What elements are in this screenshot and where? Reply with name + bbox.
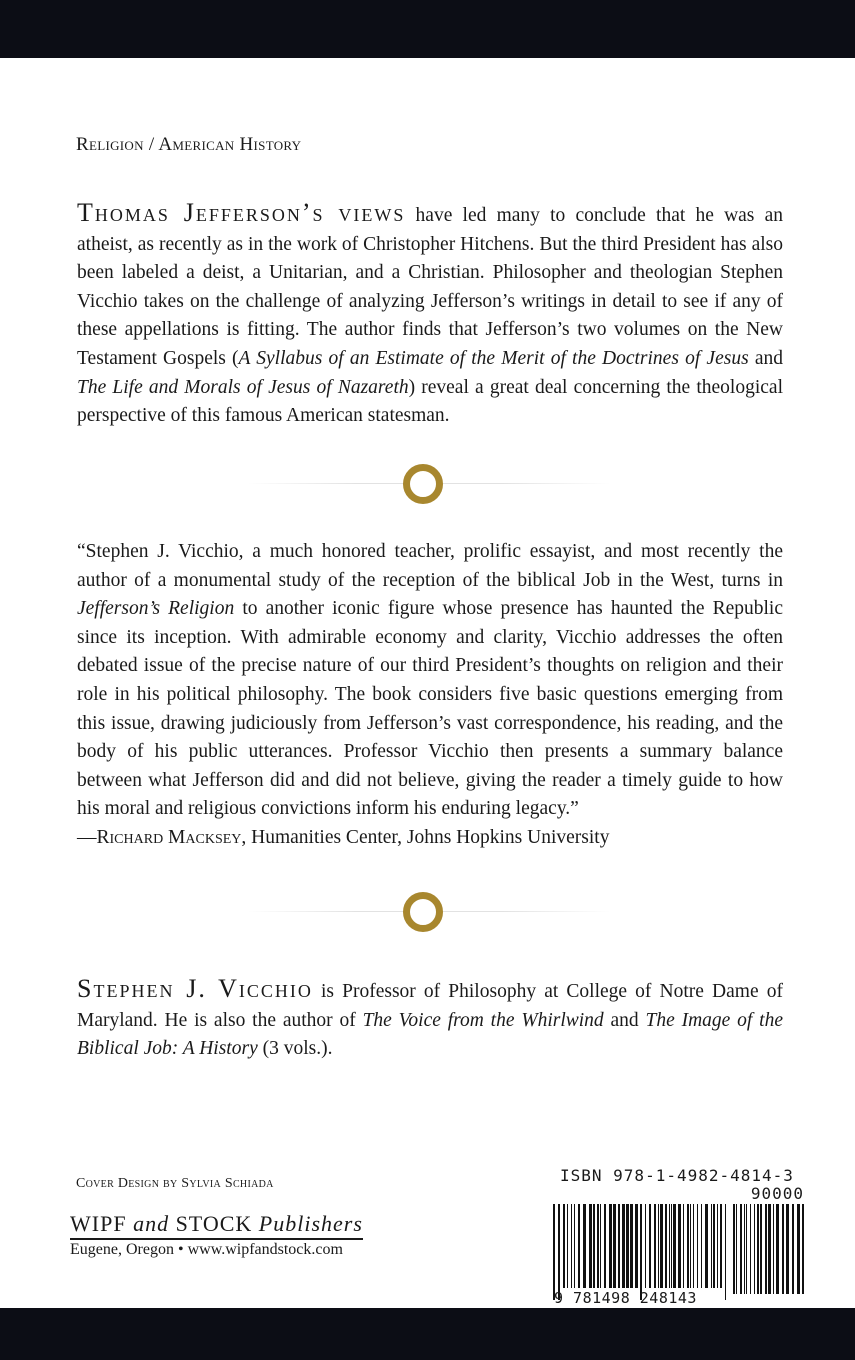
attribution-name: Richard Macksey (96, 826, 242, 848)
barcode-bar (744, 1204, 745, 1294)
description-lead: Thomas Jefferson’s views (77, 198, 406, 227)
barcode-bar (669, 1204, 670, 1288)
attribution-affiliation: , Humanities Center, Johns Hopkins University (241, 826, 610, 848)
barcode-bar (553, 1204, 555, 1300)
description-text: have led many to conclude that he was an atheist, as recently as in the work of Christopher Hitchens. But the third President has also been labeled a deist, a Unitarian, and a Christian. Philosopher and theologian Stephen Vicchio takes on the challenge of analyzing Jefferson’s writings in detail to see if any of these appellations is fitting. The author finds that Jefferson’s two volumes on the New Testament Gospels ( (77, 205, 783, 369)
publisher-word: STOCK (175, 1211, 253, 1236)
barcode-bar (797, 1204, 800, 1294)
barcode-bar (690, 1204, 691, 1288)
barcode-bar (693, 1204, 694, 1288)
barcode-bar (802, 1204, 804, 1294)
barcode-bar (713, 1204, 715, 1288)
barcode-bar (658, 1204, 659, 1288)
publisher-word: WIPF (70, 1211, 127, 1236)
ring-ornament-icon (403, 464, 443, 504)
cover-design-credit: Cover Design by Sylvia Schiada (76, 1176, 274, 1191)
barcode-bar (613, 1204, 616, 1288)
description-text: and (748, 347, 783, 369)
barcode-bar (671, 1204, 672, 1288)
barcode-bar (786, 1204, 789, 1294)
barcode-bar (733, 1204, 735, 1294)
barcode-bar (717, 1204, 718, 1288)
barcode-bar (740, 1204, 742, 1294)
quote-text: “Stephen J. Vicchio, a much honored teacher, prolific essayist, and most recently the author of a monumental study of the reception of the biblical Job in the West, turns in (77, 541, 783, 591)
price-code: 90000 (750, 1184, 804, 1203)
barcode-bar (678, 1204, 681, 1288)
barcode-bar (768, 1204, 771, 1294)
book-title-voice-whirlwind: The Voice from the Whirlwind (362, 1009, 604, 1031)
barcode-bar (593, 1204, 595, 1288)
barcode-bar (640, 1204, 642, 1300)
barcode-bar (701, 1204, 702, 1288)
barcode-bar (571, 1204, 572, 1288)
barcode-bar (776, 1204, 779, 1294)
bio-text: and (603, 1009, 646, 1031)
barcode-bar (578, 1204, 580, 1288)
barcode-bar (558, 1204, 560, 1300)
barcode-bars-icon (552, 1204, 728, 1300)
barcode-bar (705, 1204, 708, 1288)
description-text: ) reveal a great deal concerning the theological perspective of this famous American statesman. (77, 376, 783, 427)
barcode-bar (773, 1204, 774, 1294)
barcode-bar (757, 1204, 759, 1294)
barcode-bar (782, 1204, 784, 1294)
barcode-bar (600, 1204, 601, 1288)
barcode-bar (583, 1204, 586, 1288)
barcode-bar (567, 1204, 568, 1288)
bio-text: is Professor of Philosophy at College of Notre Dame of Maryland. He is also the author of (77, 981, 783, 1031)
barcode-bar (574, 1204, 575, 1288)
attribution-dash: — (77, 826, 97, 848)
publisher-address (70, 1241, 343, 1259)
barcode-bar (665, 1204, 667, 1288)
barcode-addon-bars-icon (732, 1204, 806, 1294)
barcode-bar (750, 1204, 751, 1294)
barcode-bar (622, 1204, 625, 1288)
barcode-bar (725, 1204, 726, 1300)
barcode-bar (609, 1204, 612, 1288)
barcode-bar (697, 1204, 698, 1288)
ornament-divider (247, 890, 611, 934)
bio-text: (3 vols.). (257, 1038, 333, 1060)
ring-ornament-icon (403, 892, 443, 932)
barcode-bar (604, 1204, 606, 1288)
barcode-bar (660, 1204, 663, 1288)
barcode-bar (563, 1204, 565, 1288)
barcode-bar (618, 1204, 620, 1288)
barcode-panel (552, 1166, 810, 1312)
barcode-bar (720, 1204, 722, 1288)
author-bio (77, 975, 783, 1064)
ornament-divider (247, 462, 611, 506)
book-description (77, 199, 783, 431)
barcode-bar (754, 1204, 755, 1294)
barcode-bar (687, 1204, 689, 1288)
barcode-bar (597, 1204, 599, 1288)
publisher-location: Eugene, Oregon (70, 1241, 174, 1258)
barcode-bar (654, 1204, 656, 1288)
barcode-bar (589, 1204, 592, 1288)
barcode-bar (746, 1204, 747, 1294)
category-label: Religion / American History (76, 134, 302, 155)
publisher-website: www.wipfandstock.com (187, 1241, 343, 1258)
author-name: Stephen J. Vicchio (77, 974, 313, 1003)
barcode-bar (792, 1204, 794, 1294)
book-title-life-and-morals: The Life and Morals of Jesus of Nazareth (77, 376, 409, 398)
barcode-bar (736, 1204, 737, 1294)
barcode-bar (683, 1204, 684, 1288)
bullet-separator: • (177, 1241, 184, 1258)
barcode-bar (760, 1204, 762, 1294)
barcode-digits: 9 781498 248143 (554, 1289, 697, 1307)
book-title-syllabus: A Syllabus of an Estimate of the Merit of the Doctrines of Jesus (238, 347, 749, 369)
book-title-jeffersons-religion: Jefferson’s Religion (77, 598, 235, 620)
publisher-word: Publishers (252, 1211, 363, 1236)
barcode-bar (765, 1204, 767, 1294)
book-title-image-biblical-job: The Image of the Biblical Job: A History (77, 1009, 783, 1060)
endorsement-attribution (77, 824, 783, 853)
bottom-band (0, 1308, 855, 1360)
barcode-bar (635, 1204, 638, 1288)
barcode-bar (630, 1204, 633, 1288)
barcode-bar (645, 1204, 646, 1288)
quote-text: to another iconic figure whose presence has haunted the Republic since its inception. With admirable economy and clarity, Vicchio addresses the often debated issue of the precise nature of our third President’s thoughts on religion and their role in his political philosophy. The book considers five basic questions emerging from this issue, drawing judiciously from Jefferson’s vast correspondence, his reading, and the body of his public utterances. Professor Vicchio then presents a summary balance between what Jefferson did and did not believe, giving the reader a timely guide to how his moral and religious convictions inform his enduring legacy.” (77, 598, 783, 820)
barcode-bar (711, 1204, 712, 1288)
endorsement-quote (77, 538, 783, 853)
top-band (0, 0, 855, 58)
isbn-label: ISBN 978-1-4982-4814-3 (560, 1166, 794, 1185)
barcode-bar (626, 1204, 629, 1288)
barcode-bar (649, 1204, 651, 1288)
publisher-word: and (126, 1211, 176, 1236)
barcode-bar (673, 1204, 676, 1288)
publisher-logo (70, 1211, 363, 1240)
